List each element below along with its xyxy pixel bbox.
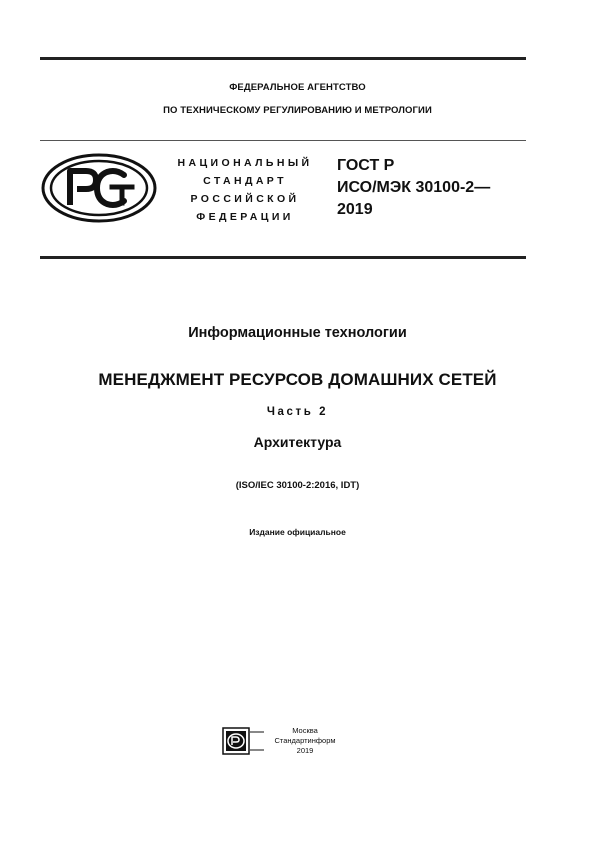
publisher-year: 2019 bbox=[296, 746, 314, 755]
middle-rule bbox=[40, 256, 526, 259]
main-title: МЕНЕДЖМЕНТ РЕСУРСОВ ДОМАШНИХ СЕТЕЙ bbox=[98, 370, 497, 389]
top-rule bbox=[40, 57, 526, 60]
rst-emblem-icon bbox=[40, 153, 158, 223]
general-title: Информационные технологии bbox=[188, 325, 407, 341]
national-standard-label bbox=[165, 154, 325, 226]
agency-name-line2: ПО ТЕХНИЧЕСКОМУ РЕГУЛИРОВАНИЮ И МЕТРОЛОГИИ bbox=[163, 105, 432, 116]
edition-label: Издание официальное bbox=[249, 527, 346, 537]
standard-designation bbox=[337, 155, 490, 221]
iso-reference: (ISO/IEC 30100-2:2016, IDT) bbox=[235, 480, 360, 491]
designation-line: ИСО/МЭК 30100-2— bbox=[337, 179, 491, 196]
standartinform-logo-icon bbox=[222, 727, 266, 755]
agency-name-line1: ФЕДЕРАЛЬНОЕ АГЕНТСТВО bbox=[229, 82, 366, 93]
publisher-name: Стандартинформ bbox=[274, 736, 336, 745]
standard-line: СТАНДАРТ bbox=[203, 175, 287, 187]
designation-line: 2019 bbox=[337, 201, 373, 218]
standard-line: НАЦИОНАЛЬНЫЙ bbox=[177, 157, 313, 169]
publisher-city: Москва bbox=[292, 726, 318, 735]
part-label: Часть 2 bbox=[266, 406, 329, 418]
standard-line: ФЕДЕРАЦИИ bbox=[196, 211, 294, 223]
subtitle: Архитектура bbox=[253, 434, 342, 450]
standard-line: РОССИЙСКОЙ bbox=[190, 193, 300, 205]
publisher-info bbox=[268, 726, 342, 756]
header-divider bbox=[40, 140, 526, 141]
designation-line: ГОСТ Р bbox=[337, 157, 395, 174]
